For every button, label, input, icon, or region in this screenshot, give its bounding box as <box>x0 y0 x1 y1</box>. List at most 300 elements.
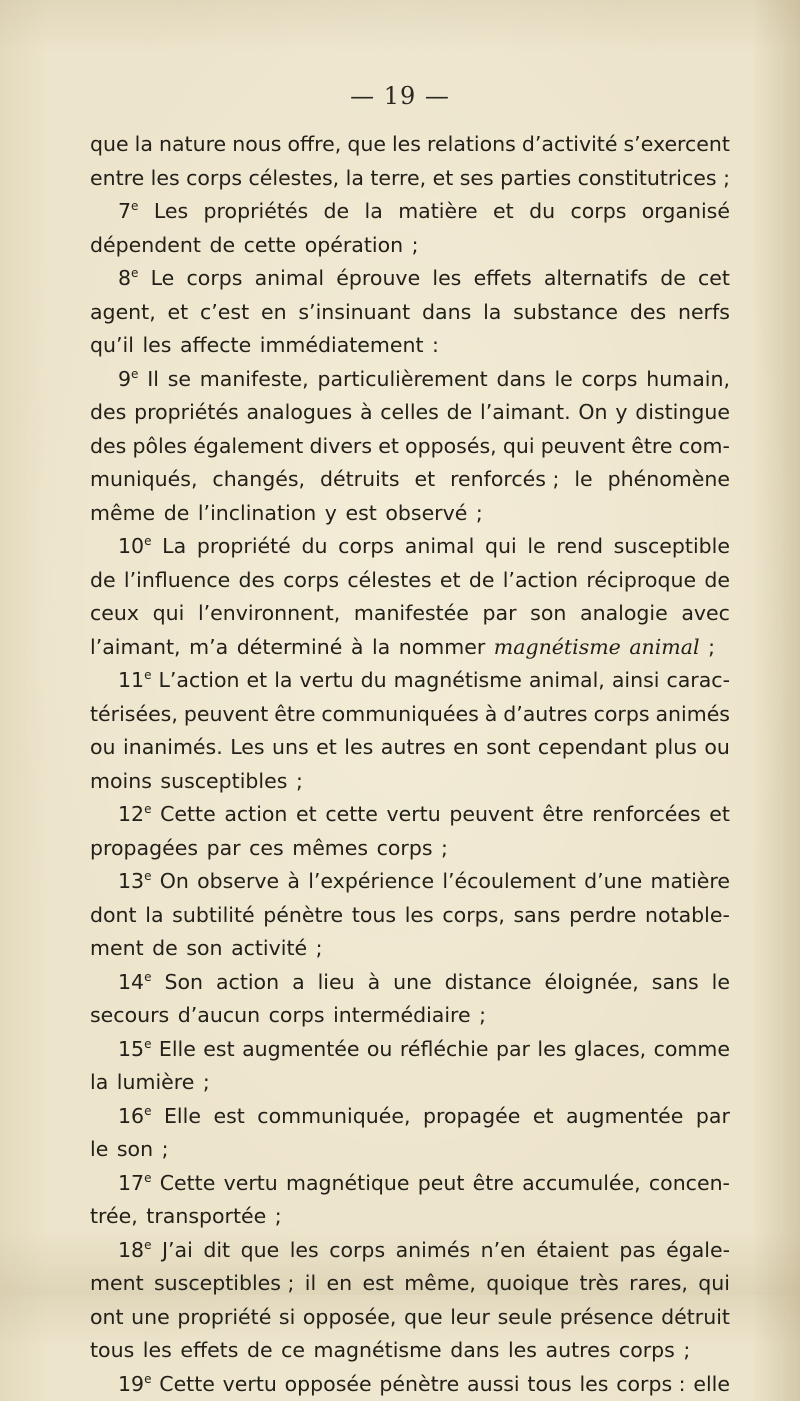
word: peuvent <box>449 798 533 832</box>
word: vertu <box>299 664 353 698</box>
word: en <box>453 731 479 765</box>
word: par <box>483 597 517 631</box>
word: nous <box>232 128 281 162</box>
word: propagées <box>90 832 198 866</box>
word: 18e <box>118 1234 151 1268</box>
word: des <box>90 430 126 464</box>
word: renforcées <box>592 798 701 832</box>
word: les <box>432 262 461 296</box>
word: ce <box>281 1334 305 1368</box>
word: 12e <box>118 798 151 832</box>
word: si <box>279 1301 295 1335</box>
word: animal <box>405 530 474 564</box>
word: action <box>224 798 287 832</box>
word: 9e <box>118 363 138 397</box>
word: susceptibles ; <box>154 1267 294 1301</box>
word: animal <box>629 631 699 665</box>
text-line <box>90 530 730 564</box>
word: subtilité <box>172 899 254 933</box>
word: opposée <box>285 1368 372 1401</box>
word: dépendent <box>90 229 201 263</box>
word: animal <box>255 262 324 296</box>
word: peuvent <box>184 698 268 732</box>
text-line <box>90 229 730 263</box>
word: 17e <box>118 1167 151 1201</box>
word: cependant <box>538 731 647 765</box>
word: détruit <box>661 1301 730 1335</box>
word: carac- <box>666 664 730 698</box>
word: plus <box>655 731 697 765</box>
word: être <box>473 1167 514 1201</box>
word: magnétisme <box>314 1334 442 1368</box>
word: une <box>393 966 432 1000</box>
word: uns <box>272 731 309 765</box>
word: en <box>327 1267 353 1301</box>
word: transportée <box>146 1200 266 1234</box>
word: observe <box>197 865 279 899</box>
word: propriété <box>197 530 291 564</box>
word: animal, <box>529 664 605 698</box>
word: autres <box>546 1334 611 1368</box>
word: présence <box>560 1301 654 1335</box>
word: ; <box>708 631 715 665</box>
word: la <box>346 162 364 196</box>
word: Les <box>154 195 188 229</box>
word: détruits <box>320 463 400 497</box>
word: corps <box>283 564 339 598</box>
word: la <box>274 664 292 698</box>
word: effets <box>180 1334 238 1368</box>
word: des <box>630 296 666 330</box>
word: ; <box>479 999 486 1033</box>
word: substance <box>513 296 618 330</box>
word: corps ; <box>377 832 448 866</box>
word: les <box>143 1334 172 1368</box>
text-line <box>90 832 730 866</box>
word: matière <box>651 865 730 899</box>
word: lumière <box>117 1066 195 1100</box>
word: elle <box>693 1368 730 1401</box>
word: notable- <box>645 899 730 933</box>
word: cette <box>244 229 297 263</box>
word: que <box>347 128 386 162</box>
word: ses <box>460 162 494 196</box>
word: vertu <box>224 1167 278 1201</box>
word: rend <box>556 530 603 564</box>
word: 16e <box>118 1100 151 1134</box>
word: autres <box>381 731 446 765</box>
word: magnétique <box>286 1167 410 1201</box>
word: peut <box>418 1167 465 1201</box>
word: de <box>164 497 190 531</box>
word: et <box>440 564 461 598</box>
word: les <box>142 329 171 363</box>
word: de <box>152 932 178 966</box>
word: sans <box>652 966 699 1000</box>
word: perdre <box>569 899 636 933</box>
word: les <box>508 1334 537 1368</box>
word: de <box>324 195 350 229</box>
word: Elle <box>159 1033 196 1067</box>
word: est <box>213 1100 244 1134</box>
word: son <box>186 932 222 966</box>
word: également <box>193 430 303 464</box>
word: l’expérience <box>308 865 434 899</box>
word: avec <box>681 597 730 631</box>
text-line <box>90 798 730 832</box>
word: du <box>529 195 555 229</box>
word: trée, <box>90 1200 138 1234</box>
word: tous <box>90 1334 134 1368</box>
word: corps <box>187 262 243 296</box>
word: observé <box>385 497 467 531</box>
word: des <box>90 396 126 430</box>
word: de <box>90 564 116 598</box>
text-line <box>90 1334 730 1368</box>
text-line <box>90 162 730 196</box>
word: déterminé <box>237 631 343 665</box>
word: et <box>709 798 730 832</box>
word: affecte <box>180 329 251 363</box>
text-line <box>90 430 730 464</box>
word: manifestée <box>354 597 469 631</box>
word: et <box>247 664 268 698</box>
word: corps <box>186 162 242 196</box>
word: communiquées <box>321 698 478 732</box>
word: l’aimant, <box>90 631 181 665</box>
word: animés <box>655 698 730 732</box>
word: cette <box>325 798 378 832</box>
word: corps <box>269 999 325 1033</box>
word: lieu <box>318 966 355 1000</box>
word: phénomène <box>608 463 730 497</box>
word: augmentée <box>242 1033 359 1067</box>
word: On <box>578 396 607 430</box>
word: m’a <box>189 631 228 665</box>
word: 13e <box>118 865 151 899</box>
word: ; <box>412 229 419 263</box>
word: propriétés <box>134 396 239 430</box>
word: être <box>542 798 583 832</box>
word: corps, <box>442 899 504 933</box>
word: divers <box>309 430 372 464</box>
text-line <box>90 463 730 497</box>
word: par <box>207 832 241 866</box>
word: par <box>696 1100 730 1134</box>
text-line <box>90 1234 730 1268</box>
word: qui <box>503 430 535 464</box>
word: en <box>261 296 287 330</box>
word: l’inclination <box>198 497 316 531</box>
word: agent, <box>90 296 156 330</box>
word: propriété <box>177 1301 271 1335</box>
word: pas <box>619 1234 655 1268</box>
word: n’en <box>481 1234 526 1268</box>
word: qu’il <box>90 329 134 363</box>
word: nerfs <box>678 296 730 330</box>
word: 7e <box>118 195 138 229</box>
word: constitutrices ; <box>578 162 730 196</box>
word: 14e <box>118 966 151 1000</box>
text-line <box>90 497 730 531</box>
word: ment <box>90 1267 144 1301</box>
word: leur <box>450 1301 490 1335</box>
word: susceptible <box>614 530 730 564</box>
word: ; <box>316 932 323 966</box>
word: et <box>433 162 454 196</box>
text-line <box>90 1066 730 1100</box>
word: et <box>414 463 435 497</box>
word: J’ai <box>162 1234 193 1268</box>
word: se <box>168 363 191 397</box>
word: 10e <box>118 530 151 564</box>
word: augmentée <box>566 1100 683 1134</box>
text-line <box>90 1267 730 1301</box>
word: 8e <box>118 262 138 296</box>
word: changés, <box>212 463 305 497</box>
word: la <box>365 195 383 229</box>
word: pénètre <box>263 899 343 933</box>
word: terre, <box>370 162 426 196</box>
word: du <box>301 530 327 564</box>
word: Son <box>164 966 203 1000</box>
word: pénètre <box>379 1368 459 1401</box>
word: renforcés ; <box>450 463 559 497</box>
word: et <box>316 731 337 765</box>
text-line <box>90 731 730 765</box>
word: ; <box>476 497 483 531</box>
word: Les <box>230 731 264 765</box>
word: inanimés. <box>123 731 223 765</box>
word: dans <box>422 296 471 330</box>
word: le <box>527 530 545 564</box>
word: nommer <box>399 631 486 665</box>
word: propagée <box>423 1100 520 1134</box>
word: 15e <box>118 1033 151 1067</box>
body-text <box>90 128 730 1401</box>
word: les <box>151 162 180 196</box>
text-line <box>90 765 730 799</box>
word: a <box>292 966 305 1000</box>
word: ou <box>367 1033 393 1067</box>
word: c’est <box>200 296 249 330</box>
word: l’aimant. <box>480 396 571 430</box>
word: du <box>361 664 387 698</box>
text-line <box>90 631 730 665</box>
word: les <box>537 1033 566 1067</box>
word: réfléchie <box>400 1033 489 1067</box>
word: la <box>145 899 163 933</box>
word: égale- <box>666 1234 730 1268</box>
word: être <box>274 698 315 732</box>
word: mêmes <box>292 832 368 866</box>
word: ment <box>90 932 144 966</box>
word: est <box>345 497 376 531</box>
word: les <box>344 731 373 765</box>
word: de <box>660 262 686 296</box>
text-line <box>90 296 730 330</box>
text-line <box>90 262 730 296</box>
word: qui <box>485 530 517 564</box>
word: matière <box>398 195 477 229</box>
word: 11e <box>118 664 151 698</box>
word: à <box>368 966 381 1000</box>
word: le <box>90 1133 108 1167</box>
word: il <box>305 1267 316 1301</box>
word: par <box>496 1033 530 1067</box>
word: ceux <box>90 597 139 631</box>
word: ; <box>275 1200 282 1234</box>
word: immédiatement : <box>260 329 439 363</box>
word: pôles <box>132 430 187 464</box>
word: Cette <box>160 1167 216 1201</box>
word: corps <box>570 195 626 229</box>
word: Le <box>151 262 175 296</box>
word: est <box>363 1267 394 1301</box>
word: communiquée, <box>257 1100 410 1134</box>
word: l’environnent, <box>198 597 340 631</box>
word: analogie <box>580 597 668 631</box>
word: concen- <box>649 1167 730 1201</box>
text-line <box>90 698 730 732</box>
word: ; <box>296 765 303 799</box>
word: d’une <box>584 865 642 899</box>
word: celles <box>380 396 439 430</box>
word: que <box>241 1234 280 1268</box>
word: même <box>90 497 155 531</box>
word: ces <box>249 832 284 866</box>
word: vertu <box>223 1368 277 1401</box>
text-line <box>90 396 730 430</box>
word: distance <box>445 966 532 1000</box>
word: parties <box>500 162 571 196</box>
word: particulièrement <box>317 363 487 397</box>
word: y <box>615 396 627 430</box>
word: ou <box>90 731 116 765</box>
word: offre, <box>287 128 341 162</box>
word: des <box>239 564 275 598</box>
word: magnétisme <box>394 664 522 698</box>
word: magnétisme <box>494 631 621 665</box>
word: s’insinuant <box>298 296 410 330</box>
word: corps <box>619 1334 675 1368</box>
word: ; <box>683 1334 690 1368</box>
word: de <box>209 229 235 263</box>
text-line <box>90 865 730 899</box>
text-line <box>90 128 730 162</box>
word: accumulée, <box>522 1167 641 1201</box>
word: alternatifs <box>544 262 648 296</box>
word: aussi <box>467 1368 520 1401</box>
word: est <box>203 1033 234 1067</box>
word: que <box>90 128 129 162</box>
word: ou <box>704 731 730 765</box>
word: réciproque <box>586 564 696 598</box>
text-line <box>90 329 730 363</box>
word: l’écoulement <box>442 865 576 899</box>
word: à <box>287 865 300 899</box>
word: comme <box>654 1033 730 1067</box>
word: corps <box>594 698 650 732</box>
word: térisées, <box>90 698 178 732</box>
word: tous <box>527 1368 571 1401</box>
word: rares, <box>629 1267 688 1301</box>
word: éloignée, <box>545 966 639 1000</box>
word: glaces, <box>574 1033 646 1067</box>
word: que <box>404 1301 443 1335</box>
word: s’exercent <box>624 128 730 162</box>
word: l’action <box>503 564 578 598</box>
text-line <box>90 1033 730 1067</box>
word: le <box>554 363 572 397</box>
word: une <box>131 1301 170 1335</box>
text-line <box>90 363 730 397</box>
word: dans <box>450 1334 499 1368</box>
word: l’influence <box>124 564 230 598</box>
word: d’autres <box>503 698 587 732</box>
word: étaient <box>536 1234 609 1268</box>
word: dit <box>203 1234 230 1268</box>
word: Elle <box>164 1100 201 1134</box>
word: et <box>493 195 514 229</box>
word: muniqués, <box>90 463 197 497</box>
text-line <box>90 1133 730 1167</box>
word: dans <box>496 363 545 397</box>
word: intermédiaire <box>333 999 471 1033</box>
word: corps <box>582 363 638 397</box>
word: de <box>704 564 730 598</box>
word: dont <box>90 899 137 933</box>
word: La <box>162 530 186 564</box>
text-line <box>90 1301 730 1335</box>
text-line <box>90 899 730 933</box>
word: qui <box>698 1267 730 1301</box>
word: manifeste, <box>200 363 309 397</box>
word: nature <box>159 128 226 162</box>
text-line <box>90 1368 730 1401</box>
word: corps : <box>616 1368 685 1401</box>
word: peuvent <box>541 430 625 464</box>
word: com- <box>679 430 730 464</box>
word: son <box>530 597 566 631</box>
word: les <box>392 128 421 162</box>
word: le <box>712 966 730 1000</box>
word: et <box>533 1100 554 1134</box>
text-line <box>90 597 730 631</box>
word: organisé <box>642 195 730 229</box>
text-line <box>90 1167 730 1201</box>
word: être <box>631 430 672 464</box>
text-line <box>90 1200 730 1234</box>
word: son <box>117 1133 153 1167</box>
text-line <box>90 664 730 698</box>
word: secours <box>90 999 169 1033</box>
word: activité <box>231 932 307 966</box>
word: action <box>216 966 279 1000</box>
word: les <box>290 1234 319 1268</box>
word: les <box>579 1368 608 1401</box>
text-line <box>90 966 730 1000</box>
word: sont <box>486 731 530 765</box>
word: d’activité <box>522 128 618 162</box>
word: ont <box>90 1301 124 1335</box>
text-line <box>90 564 730 598</box>
word: sans <box>514 899 561 933</box>
word: à <box>360 396 373 430</box>
word: très <box>579 1267 618 1301</box>
word: éprouve <box>336 262 420 296</box>
word: célestes, <box>248 162 339 196</box>
